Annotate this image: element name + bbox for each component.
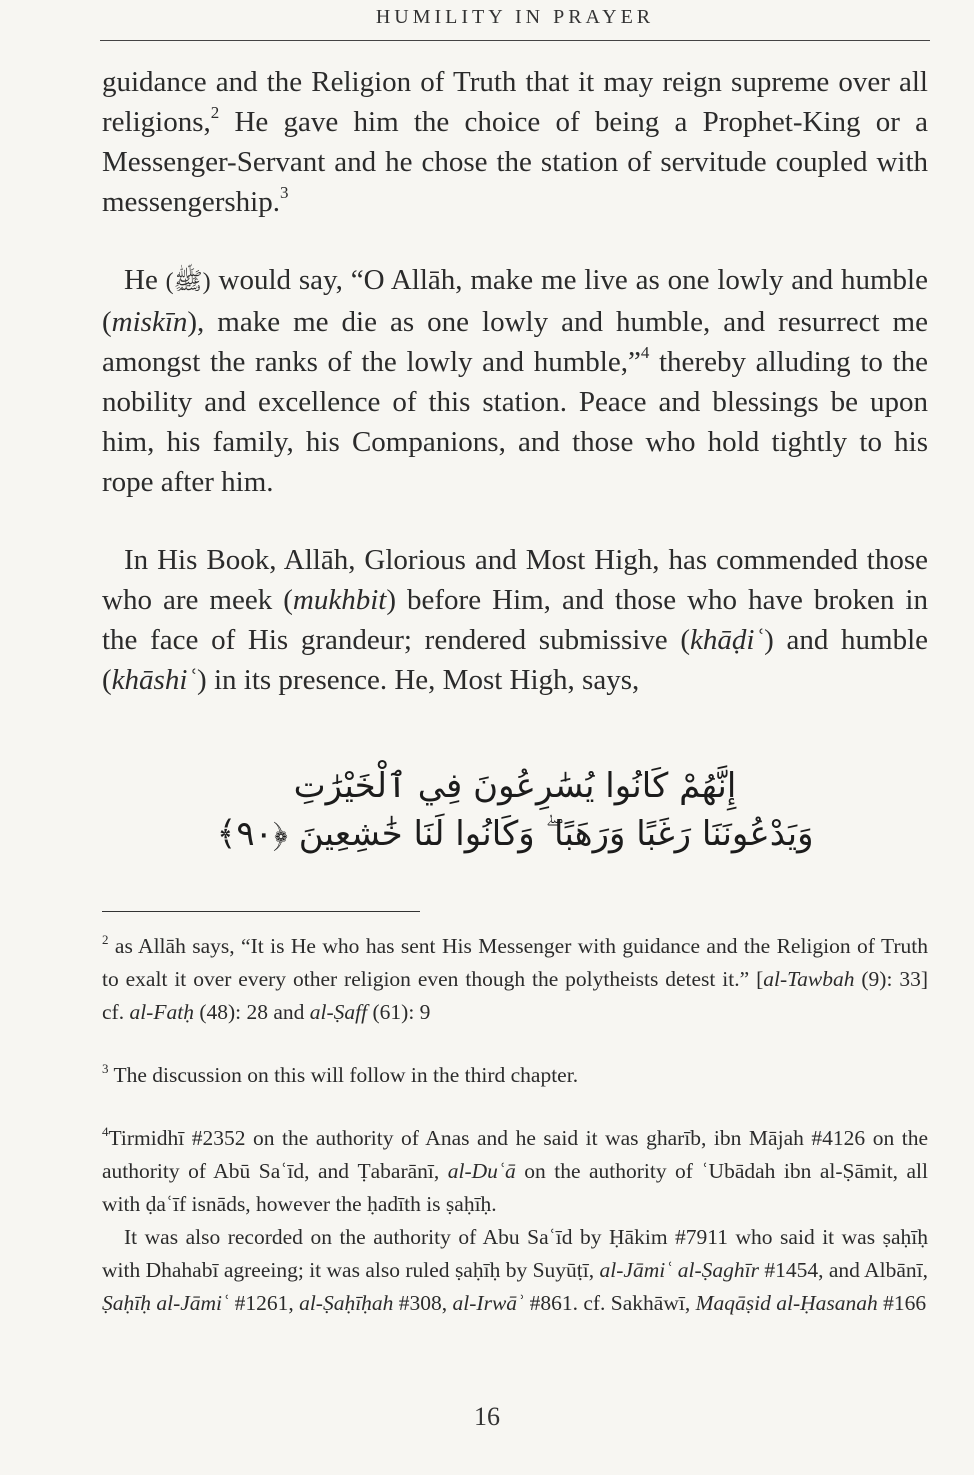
footnote-2: [102, 930, 928, 1029]
footnote-number: 2: [102, 931, 109, 947]
footnote-ref-3[interactable]: 3: [280, 183, 289, 203]
italic-term: mukhbit: [292, 584, 387, 616]
italic-term: al-Tawbah: [763, 967, 855, 991]
text-run: #308,: [393, 1291, 453, 1315]
italic-term: khāshiʿ: [111, 664, 198, 696]
footnote-ref-2[interactable]: 2: [210, 103, 220, 123]
text-run: He gave him the choice of being a Prophet-King or a Messenger-Servant and he chose the station of servitude coupled with messengership.: [102, 106, 928, 218]
footnote-4: [102, 1122, 928, 1221]
text-run: #166: [877, 1291, 927, 1315]
italic-term: al-Jāmiʿ al-Ṣaghīr: [599, 1258, 759, 1282]
italic-term: al-Fatḥ: [129, 1000, 194, 1024]
text-run: #1261,: [229, 1291, 300, 1315]
text-run: guidance and the Religion of Truth that it may reign supreme over all religions,: [102, 66, 928, 138]
page-number: 16: [474, 1402, 500, 1431]
text-run: (48): 28 and: [193, 1000, 310, 1024]
paragraph-2: [102, 260, 928, 502]
footnote-number: 3: [102, 1060, 109, 1076]
text-run: ), make me die as one lowly and humble, and resurrect me amongst the ranks of the lowly and humble,”: [102, 306, 928, 378]
quran-line-1: إِنَّهُمْ كَانُوا يُسَٰرِعُونَ فِي ٱلْخَيْرَٰتِ: [293, 766, 737, 806]
text-run: In His Book, Allāh, Glorious and Most High, has commended those who are meek (: [102, 544, 928, 616]
italic-term: khāḍiʿ: [690, 624, 765, 656]
text-run: thereby alluding to the nobility and excellence of this station. Peace and blessings be upon him, his family, his Companions, and those who hold tightly to his rope after him.: [102, 346, 928, 498]
text-run: #1454, and Albānī,: [758, 1258, 928, 1282]
italic-term: Maqāṣid al-Ḥasanah: [695, 1291, 878, 1315]
italic-term: al-Ṣaff: [309, 1000, 368, 1024]
footnotes: [102, 930, 928, 1320]
text-run: ) and humble (: [102, 624, 929, 696]
italic-term: al-Duʿā: [447, 1159, 516, 1183]
text-run: ) in its presence. He, Most High, says,: [197, 664, 640, 696]
italic-term: al-Ṣaḥīḥah: [299, 1291, 394, 1315]
header-rule: [100, 40, 930, 41]
italic-term: Ṣaḥīḥ al-Jāmiʿ: [102, 1291, 230, 1315]
text-run: would say, “O Allāh, make me live as one lowly and humble (: [102, 264, 928, 338]
text-run: It was also recorded on the authority of Abu Saʿīd by Ḥākim #7911 who said it was ṣaḥīḥ with Dhahabī agreeing; it was also ruled ṣaḥīḥ by Suyūṭī,: [102, 1225, 928, 1282]
text-run: (9): 33] cf.: [102, 967, 928, 1024]
footnote-rule: [102, 911, 420, 912]
paragraph-1: [102, 62, 928, 222]
italic-term: al-Irwāʾ: [452, 1291, 525, 1315]
footnote-4-continued: [102, 1221, 928, 1320]
text-run: (61): 9: [367, 1000, 431, 1024]
quran-verse: [100, 762, 930, 858]
footnote-number: 4: [102, 1123, 109, 1139]
quran-line-2: وَيَدْعُونَنَا رَغَبًا وَرَهَبًا ۖ وَكَانُوا لَنَا خَٰشِعِينَ ﴿٩٠﴾: [216, 814, 814, 854]
text-run: on the authority of ʿUbādah ibn al-Ṣāmit, all with ḍaʿīf isnāds, however the ḥadīth is ṣaḥīḥ.: [102, 1159, 928, 1216]
text-run: He: [124, 264, 166, 296]
text-run: #861. cf. Sakhāwī,: [524, 1291, 696, 1315]
paragraph-3: [102, 540, 928, 700]
text-run: ) before Him, and those who have broken in the face of His grandeur; rendered submissive (: [102, 584, 928, 656]
running-head: HUMILITY IN PRAYER: [375, 6, 655, 28]
text-run: as Allāh says, “It is He who has sent His Messenger with guidance and the Religion of Truth to exalt it over every other religion even though the polytheists detest it.” [: [102, 934, 928, 991]
footnote-ref-4[interactable]: 4: [640, 343, 650, 363]
italic-term: miskīn: [111, 306, 188, 338]
honorific-symbol: (ﷺ): [165, 269, 211, 295]
text-run: The discussion on this will follow in the third chapter.: [108, 1063, 579, 1087]
footnote-3: [102, 1059, 928, 1092]
text-run: Tirmidhī #2352 on the authority of Anas and he said it was gharīb, ibn Mājah #4126 on the authority of Abū Saʿīd, and Ṭabarānī,: [102, 1126, 928, 1183]
main-text: [102, 62, 928, 700]
